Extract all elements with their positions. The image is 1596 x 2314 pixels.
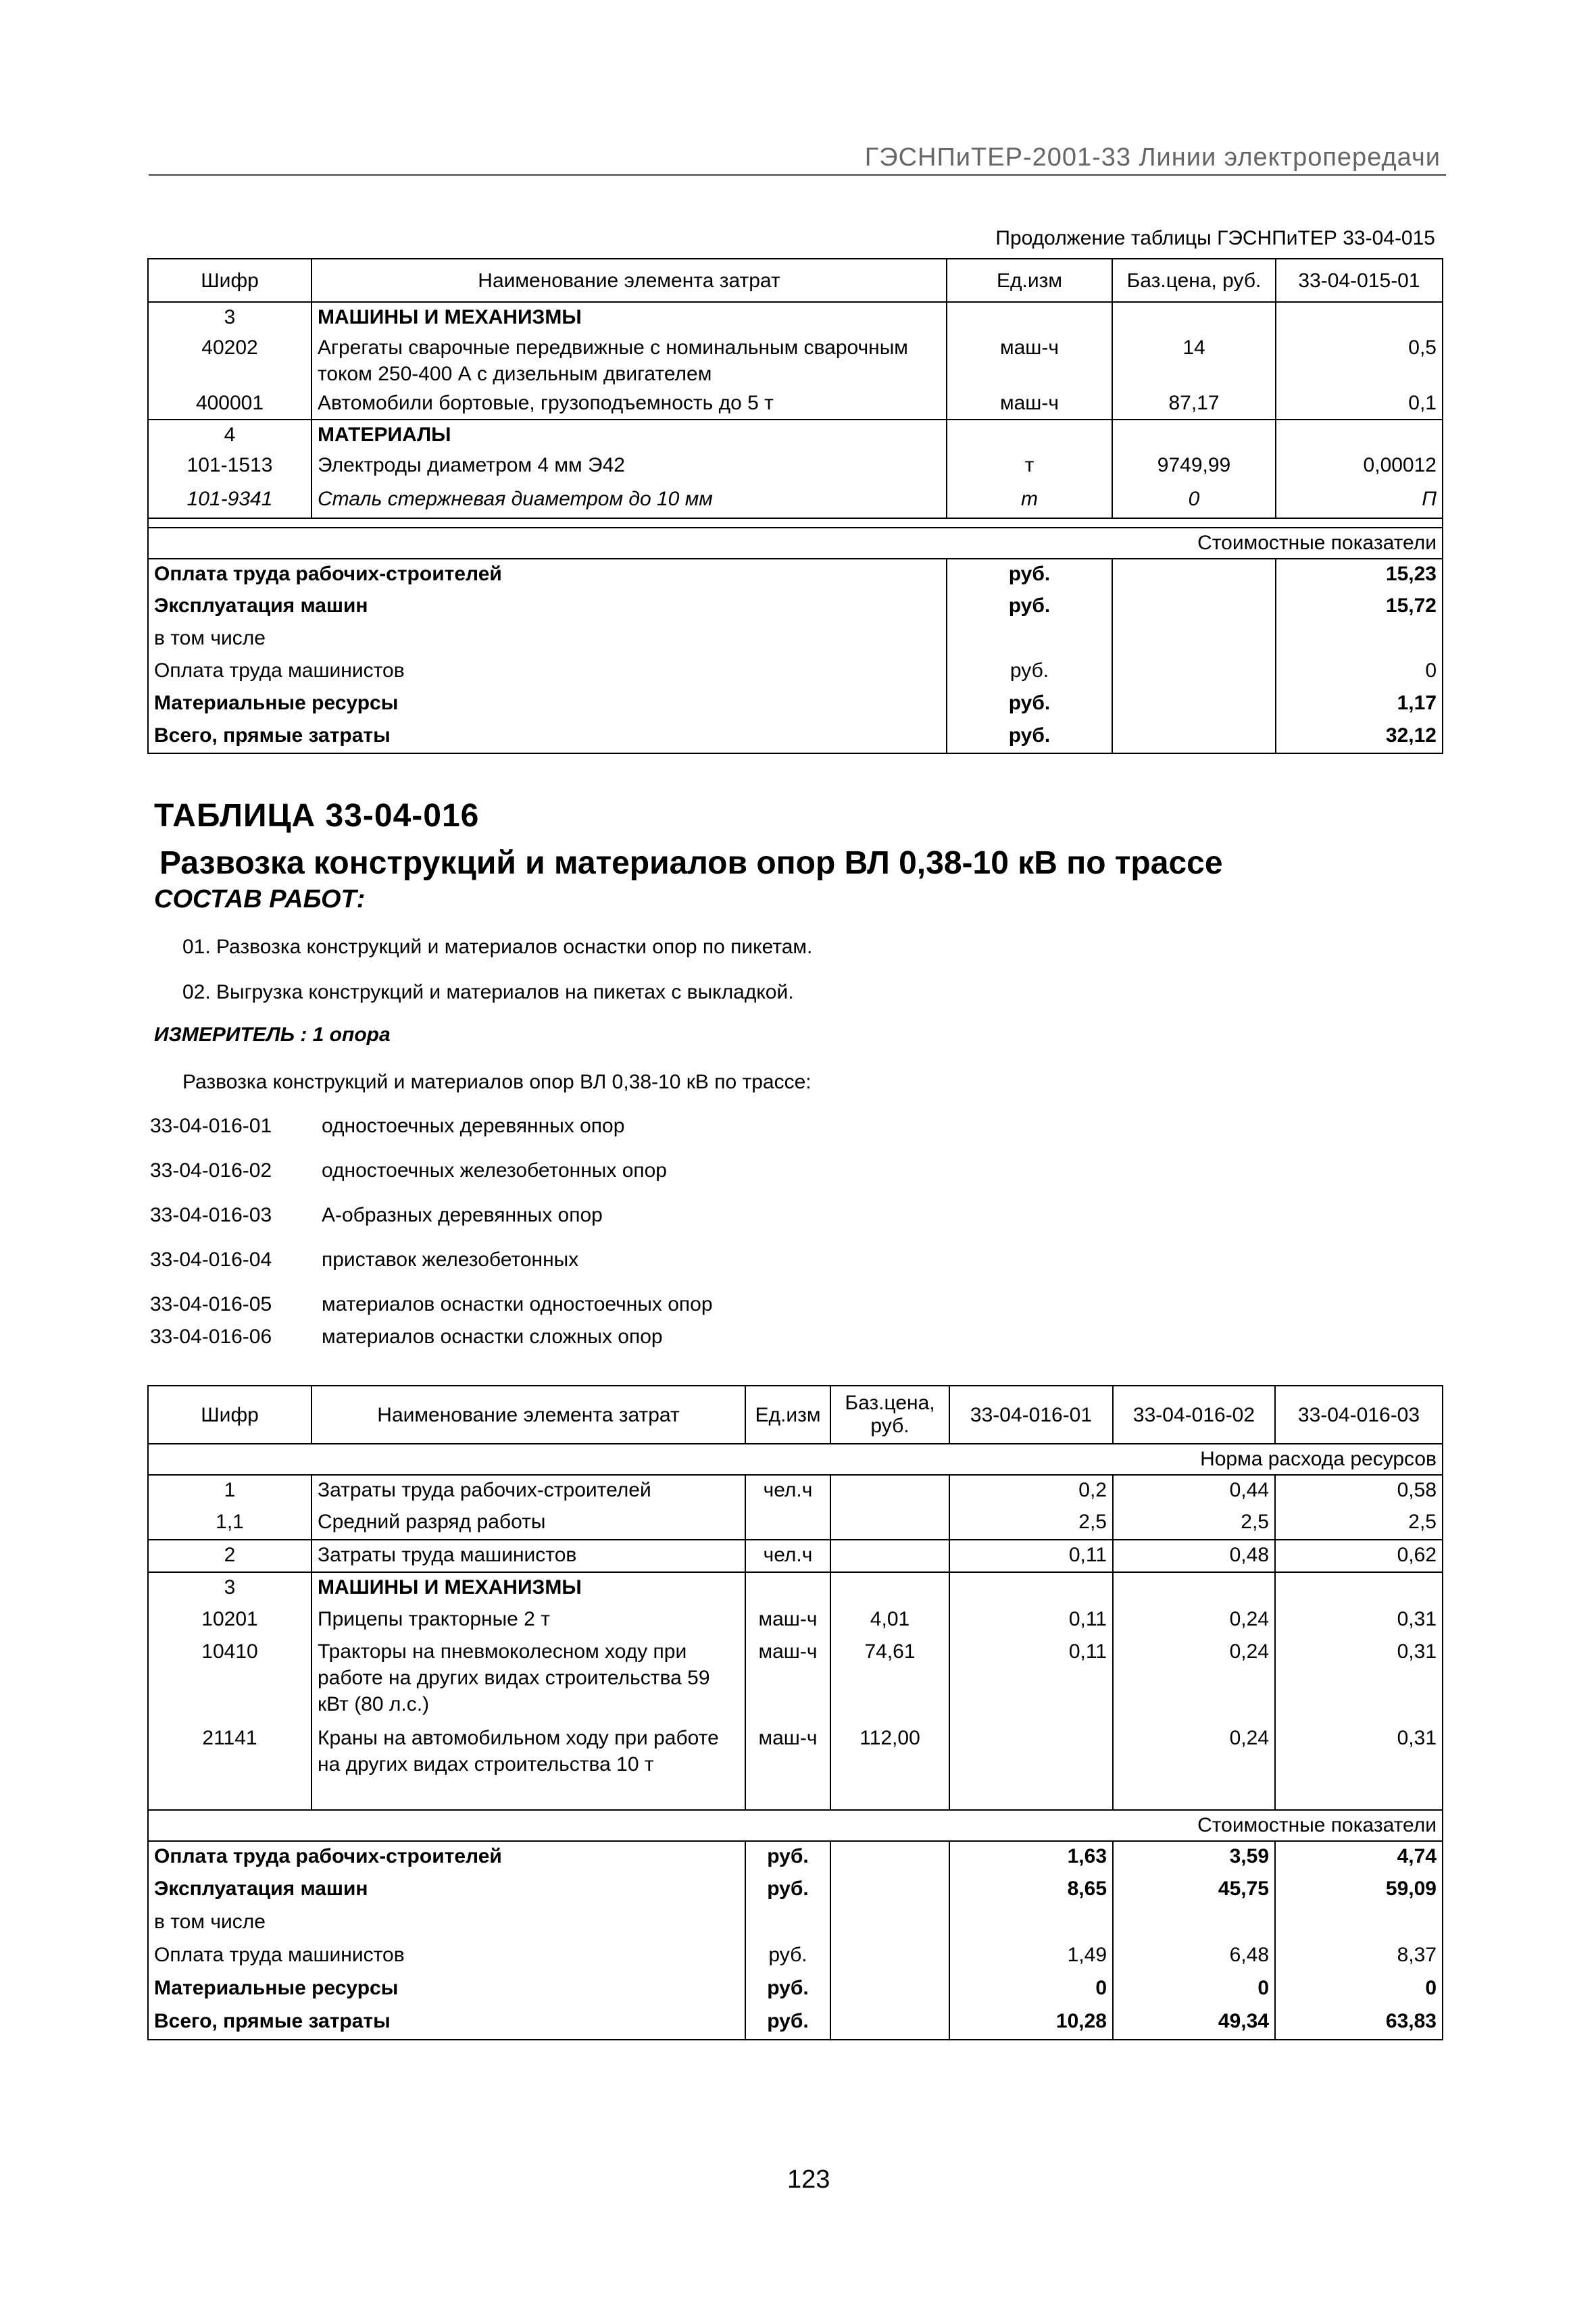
row-v3: 0,62 xyxy=(1275,1540,1443,1572)
row-unit xyxy=(947,420,1112,451)
cost-row xyxy=(148,688,1443,721)
table2-cost-header-row xyxy=(148,1810,1443,1841)
work-item: 02. Выгрузка конструкций и материалов на пикетах с выкладкой. xyxy=(182,981,794,1003)
cost-v2: 3,59 xyxy=(1113,1841,1275,1874)
row-unit xyxy=(947,302,1112,333)
cost-empty xyxy=(830,1907,949,1940)
row-value: П xyxy=(1276,484,1443,518)
row-v1: 2,5 xyxy=(949,1507,1113,1540)
row-price: 9749,99 xyxy=(1112,451,1276,484)
row-code: 101-1513 xyxy=(148,451,311,484)
row-v3: 0,58 xyxy=(1275,1475,1443,1507)
row-v3: 0,31 xyxy=(1275,1724,1443,1810)
cost-label: Оплата труда машинистов xyxy=(148,656,947,688)
row-v2: 0,24 xyxy=(1113,1724,1275,1810)
row-v2: 2,5 xyxy=(1113,1507,1275,1540)
cost-unit: руб. xyxy=(745,1973,830,2007)
table2 xyxy=(147,1385,1443,2040)
cost-unit: руб. xyxy=(947,559,1112,591)
table1-header-unit: Ед.изм xyxy=(947,259,1112,302)
table1-header-code: Шифр xyxy=(148,259,311,302)
row-price xyxy=(830,1507,949,1540)
row-v2: 0,24 xyxy=(1113,1637,1275,1724)
row-price xyxy=(830,1540,949,1572)
cost-row xyxy=(148,591,1443,624)
cost-label: Оплата труда рабочих-строителей xyxy=(148,559,947,591)
row-price: 4,01 xyxy=(830,1605,949,1637)
row-name: Затраты труда рабочих-строителей xyxy=(311,1475,745,1507)
row-unit: маш-ч xyxy=(947,388,1112,420)
item-desc: приставок железобетонных xyxy=(322,1249,579,1271)
table1-header-row xyxy=(148,259,1443,302)
cost-v2: 6,48 xyxy=(1113,1940,1275,1973)
cost-v3: 63,83 xyxy=(1275,2007,1443,2040)
table1-header-price: Баз.цена, руб. xyxy=(1112,259,1276,302)
cost-v2 xyxy=(1113,1907,1275,1940)
table1-caption: Продолжение таблицы ГЭСНПиТЕР 33-04-015 xyxy=(995,227,1435,249)
cost-unit: руб. xyxy=(947,688,1112,721)
row-price: 74,61 xyxy=(830,1637,949,1724)
row-v3 xyxy=(1275,1572,1443,1605)
row-code: 21141 xyxy=(148,1724,311,1810)
cost-unit: руб. xyxy=(947,656,1112,688)
row-unit: т xyxy=(947,451,1112,484)
cost-unit xyxy=(745,1907,830,1940)
cost-value: 32,12 xyxy=(1276,721,1443,753)
table-row xyxy=(148,1572,1443,1605)
row-v1 xyxy=(949,1724,1113,1810)
table2-header-v2: 33-04-016-02 xyxy=(1113,1386,1275,1444)
cost-label: Всего, прямые затраты xyxy=(148,2007,745,2040)
cost-label: Оплата труда рабочих-строителей xyxy=(148,1841,745,1874)
item-desc: материалов оснастки сложных опор xyxy=(322,1326,663,1348)
cost-v1: 10,28 xyxy=(949,2007,1113,2040)
row-code: 1,1 xyxy=(148,1507,311,1540)
table2-header-code: Шифр xyxy=(148,1386,311,1444)
row-name: Тракторы на пневмоколесном ходу при работе на других видах строительства 59 кВт (80 л.с.) xyxy=(311,1637,745,1724)
item-code: 33-04-016-02 xyxy=(150,1159,272,1182)
table-row xyxy=(148,388,1443,420)
table1-cost-header: Стоимостные показатели xyxy=(148,528,1443,559)
cost-empty xyxy=(830,1841,949,1874)
table-row xyxy=(148,451,1443,484)
item-code: 33-04-016-06 xyxy=(150,1326,272,1348)
cost-row xyxy=(148,656,1443,688)
row-name: Прицепы тракторные 2 т xyxy=(311,1605,745,1637)
table-title: ТАБЛИЦА 33-04-016 xyxy=(154,798,480,834)
table2-header-price: Баз.цена, руб. xyxy=(830,1386,949,1444)
cost-row xyxy=(148,1841,1443,1874)
item-desc: одностоечных деревянных опор xyxy=(322,1115,625,1137)
row-code: 10410 xyxy=(148,1637,311,1724)
cost-value: 1,17 xyxy=(1276,688,1443,721)
row-unit: маш-ч xyxy=(745,1637,830,1724)
table2-header-v3: 33-04-016-03 xyxy=(1275,1386,1443,1444)
row-v1: 0,11 xyxy=(949,1605,1113,1637)
intro-text: Развозка конструкций и материалов опор ВЛ 0,38-10 кВ по трассе: xyxy=(182,1071,812,1093)
cost-v2: 49,34 xyxy=(1113,2007,1275,2040)
row-name: Затраты труда машинистов xyxy=(311,1540,745,1572)
cost-v1 xyxy=(949,1907,1113,1940)
table2-header-name: Наименование элемента затрат xyxy=(311,1386,745,1444)
row-v3: 0,31 xyxy=(1275,1605,1443,1637)
table2-header-v1: 33-04-016-01 xyxy=(949,1386,1113,1444)
table1-header-value: 33-04-015-01 xyxy=(1276,259,1443,302)
row-price xyxy=(830,1475,949,1507)
row-v1 xyxy=(949,1572,1113,1605)
meter-label: ИЗМЕРИТЕЛЬ : 1 опора xyxy=(154,1024,391,1046)
cost-row xyxy=(148,721,1443,753)
row-name: МАТЕРИАЛЫ xyxy=(311,420,947,451)
cost-v3 xyxy=(1275,1907,1443,1940)
cost-label: Оплата труда машинистов xyxy=(148,1940,745,1973)
row-unit xyxy=(745,1572,830,1605)
row-name: Сталь стержневая диаметром до 10 мм xyxy=(311,484,947,518)
item-code: 33-04-016-04 xyxy=(150,1249,272,1271)
row-v1: 0,2 xyxy=(949,1475,1113,1507)
row-name: Электроды диаметром 4 мм Э42 xyxy=(311,451,947,484)
cost-empty xyxy=(830,1874,949,1907)
row-code: 40202 xyxy=(148,333,311,388)
table-row xyxy=(148,1637,1443,1724)
table2-cost-header: Стоимостные показатели xyxy=(148,1810,1443,1841)
row-price: 0 xyxy=(1112,484,1276,518)
cost-row xyxy=(148,1940,1443,1973)
cost-value: 15,72 xyxy=(1276,591,1443,624)
cost-row xyxy=(148,624,1443,656)
cost-row xyxy=(148,1973,1443,2007)
cost-v3: 0 xyxy=(1275,1973,1443,2007)
cost-row xyxy=(148,1874,1443,1907)
row-price xyxy=(1112,420,1276,451)
cost-empty xyxy=(1112,624,1276,656)
table-row xyxy=(148,1475,1443,1507)
table2-norm-header-row xyxy=(148,1444,1443,1475)
cost-v3: 59,09 xyxy=(1275,1874,1443,1907)
item-desc: материалов оснастки одностоечных опор xyxy=(322,1293,713,1315)
cost-empty xyxy=(1112,721,1276,753)
header-rule xyxy=(149,174,1446,176)
cost-row xyxy=(148,559,1443,591)
row-v2: 0,24 xyxy=(1113,1605,1275,1637)
row-name: МАШИНЫ И МЕХАНИЗМЫ xyxy=(311,302,947,333)
cost-unit: руб. xyxy=(745,1874,830,1907)
row-code: 3 xyxy=(148,302,311,333)
row-price: 87,17 xyxy=(1112,388,1276,420)
row-value: 0,1 xyxy=(1276,388,1443,420)
cost-value xyxy=(1276,624,1443,656)
item-desc: А-образных деревянных опор xyxy=(322,1204,603,1226)
row-unit: т xyxy=(947,484,1112,518)
item-desc: одностоечных железобетонных опор xyxy=(322,1159,667,1182)
row-code: 4 xyxy=(148,420,311,451)
row-name: Агрегаты сварочные передвижные с номинальным сварочным током 250-400 А с дизельным двигателем xyxy=(311,333,947,388)
row-v3: 2,5 xyxy=(1275,1507,1443,1540)
table1 xyxy=(147,258,1443,754)
row-v2 xyxy=(1113,1572,1275,1605)
cost-unit: руб. xyxy=(947,591,1112,624)
cost-v1: 0 xyxy=(949,1973,1113,2007)
row-code: 400001 xyxy=(148,388,311,420)
cost-unit: руб. xyxy=(745,1940,830,1973)
work-item: 01. Развозка конструкций и материалов оснастки опор по пикетам. xyxy=(182,936,813,958)
row-code: 2 xyxy=(148,1540,311,1572)
cost-label: Материальные ресурсы xyxy=(148,688,947,721)
cost-v1: 8,65 xyxy=(949,1874,1113,1907)
cost-unit: руб. xyxy=(745,1841,830,1874)
table-row xyxy=(148,1507,1443,1540)
row-code: 3 xyxy=(148,1572,311,1605)
table-row xyxy=(148,333,1443,388)
cost-label: в том числе xyxy=(148,624,947,656)
row-v2: 0,48 xyxy=(1113,1540,1275,1572)
cost-empty xyxy=(1112,591,1276,624)
cost-empty xyxy=(1112,656,1276,688)
section-title: Развозка конструкций и материалов опор ВЛ 0,38-10 кВ по трассе xyxy=(159,845,1223,881)
cost-label: в том числе xyxy=(148,1907,745,1940)
row-name: Средний разряд работы xyxy=(311,1507,745,1540)
cost-v3: 4,74 xyxy=(1275,1841,1443,1874)
cost-v3: 8,37 xyxy=(1275,1940,1443,1973)
table1-spacer xyxy=(148,518,1443,528)
cost-row xyxy=(148,2007,1443,2040)
cost-v2: 0 xyxy=(1113,1973,1275,2007)
cost-label: Материальные ресурсы xyxy=(148,1973,745,2007)
page-number: 123 xyxy=(787,2165,830,2194)
row-code: 10201 xyxy=(148,1605,311,1637)
row-v1: 0,11 xyxy=(949,1540,1113,1572)
table-row xyxy=(148,420,1443,451)
row-unit xyxy=(745,1507,830,1540)
cost-empty xyxy=(830,1940,949,1973)
table-row xyxy=(148,302,1443,333)
table-row xyxy=(148,484,1443,518)
cost-empty xyxy=(1112,688,1276,721)
work-heading: СОСТАВ РАБОТ: xyxy=(154,885,366,913)
cost-empty xyxy=(830,2007,949,2040)
table2-header-row xyxy=(148,1386,1443,1444)
item-code: 33-04-016-03 xyxy=(150,1204,272,1226)
cost-v1: 1,63 xyxy=(949,1841,1113,1874)
table-row xyxy=(148,1605,1443,1637)
running-header: ГЭСНПиТЕР-2001-33 Линии электропередачи xyxy=(864,143,1441,172)
cost-v2: 45,75 xyxy=(1113,1874,1275,1907)
cost-empty xyxy=(830,1973,949,2007)
row-v2: 0,44 xyxy=(1113,1475,1275,1507)
row-v3: 0,31 xyxy=(1275,1637,1443,1724)
row-v1: 0,11 xyxy=(949,1637,1113,1724)
row-unit: маш-ч xyxy=(745,1605,830,1637)
cost-unit: руб. xyxy=(947,721,1112,753)
table-row xyxy=(148,1540,1443,1572)
row-code: 1 xyxy=(148,1475,311,1507)
table2-header-unit: Ед.изм xyxy=(745,1386,830,1444)
cost-label: Эксплуатация машин xyxy=(148,591,947,624)
cost-empty xyxy=(1112,559,1276,591)
row-price xyxy=(1112,302,1276,333)
cost-unit xyxy=(947,624,1112,656)
row-unit: маш-ч xyxy=(745,1724,830,1810)
row-price: 14 xyxy=(1112,333,1276,388)
row-code: 101-9341 xyxy=(148,484,311,518)
cost-unit: руб. xyxy=(745,2007,830,2040)
row-name: МАШИНЫ И МЕХАНИЗМЫ xyxy=(311,1572,745,1605)
row-value: 0,00012 xyxy=(1276,451,1443,484)
row-unit: чел.ч xyxy=(745,1475,830,1507)
row-name: Краны на автомобильном ходу при работе на других видах строительства 10 т xyxy=(311,1724,745,1810)
table1-header-name: Наименование элемента затрат xyxy=(311,259,947,302)
row-price: 112,00 xyxy=(830,1724,949,1810)
cost-row xyxy=(148,1907,1443,1940)
row-name: Автомобили бортовые, грузоподъемность до 5 т xyxy=(311,388,947,420)
row-unit: чел.ч xyxy=(745,1540,830,1572)
table2-norm-header: Норма расхода ресурсов xyxy=(148,1444,1443,1475)
row-unit: маш-ч xyxy=(947,333,1112,388)
row-value: 0,5 xyxy=(1276,333,1443,388)
table-row xyxy=(148,1724,1443,1810)
row-value xyxy=(1276,420,1443,451)
cost-value: 0 xyxy=(1276,656,1443,688)
cost-v1: 1,49 xyxy=(949,1940,1113,1973)
item-code: 33-04-016-05 xyxy=(150,1293,272,1315)
row-price xyxy=(830,1572,949,1605)
table1-cost-header-row xyxy=(148,528,1443,559)
cost-value: 15,23 xyxy=(1276,559,1443,591)
cost-label: Эксплуатация машин xyxy=(148,1874,745,1907)
item-code: 33-04-016-01 xyxy=(150,1115,272,1137)
cost-label: Всего, прямые затраты xyxy=(148,721,947,753)
row-value xyxy=(1276,302,1443,333)
